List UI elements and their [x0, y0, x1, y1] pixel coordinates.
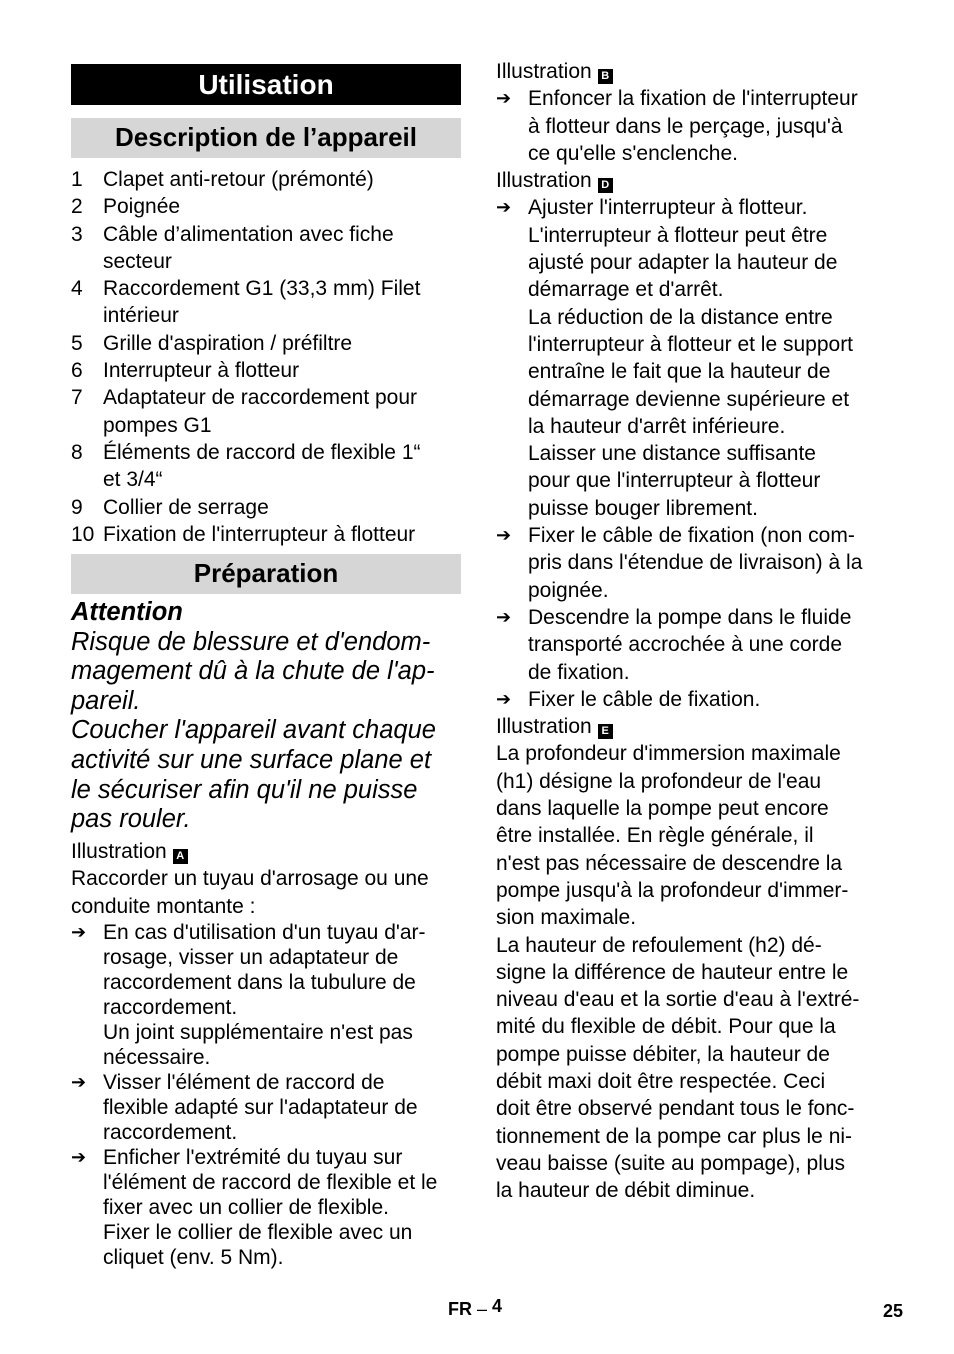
intro-text [71, 865, 466, 920]
text-line: le sécuriser afin qu'il ne puisse [71, 775, 418, 804]
illustration-b-label: Illustration B [496, 58, 896, 85]
text-line: transporté accrochée à une corde [528, 633, 843, 657]
parts-list-item [71, 439, 461, 494]
section-title-text: Utilisation [198, 68, 334, 100]
item-number: 3 [71, 222, 83, 246]
text-line: intérieur [103, 304, 179, 328]
instruction-text [528, 686, 896, 713]
instruction-step [496, 604, 896, 686]
parts-list-item [71, 494, 461, 521]
arrow-right-icon: ➔ [496, 688, 512, 709]
text-line: Descendre la pompe dans le fluide [528, 605, 852, 629]
text-line: et 3/4“ [103, 468, 163, 492]
text-line: secteur [103, 249, 172, 273]
text-line: signe la différence de hauteur entre le [496, 960, 849, 984]
text-line: Fixation de l'interrupteur à flotteur [103, 522, 416, 546]
text-line: l'interrupteur à flotteur et le support [528, 332, 854, 356]
text-line: Grille d'aspiration / préfiltre [103, 331, 353, 355]
parts-list-item [71, 193, 461, 220]
attention-box [71, 598, 466, 835]
parts-list-item [71, 521, 461, 548]
text-line: poignée. [528, 578, 609, 602]
attention-text [71, 628, 466, 835]
section-title [71, 64, 461, 105]
right-column [496, 58, 896, 1204]
instruction-text [528, 85, 896, 167]
text-line: Collier de serrage [103, 495, 269, 519]
arrow-right-icon: ➔ [496, 525, 512, 546]
parts-list-item [71, 384, 461, 439]
preparation-heading-text: Préparation [193, 558, 339, 589]
preparation-heading [71, 554, 461, 594]
item-number: 8 [71, 440, 83, 464]
arrow-right-icon: ➔ [496, 197, 512, 218]
text-line: débit maxi doit être respectée. Ceci [496, 1069, 826, 1093]
step-b [496, 85, 896, 167]
instruction-step [71, 1145, 466, 1270]
text-line: Raccordement G1 (33,3 mm) Filet [103, 277, 421, 301]
steps-d [496, 194, 896, 713]
text-line: Éléments de raccord de flexible 1“ [103, 440, 421, 464]
text-line: Adaptateur de raccordement pour [103, 386, 418, 410]
text-line: pareil. [71, 686, 141, 715]
arrow-right-icon: ➔ [71, 1071, 87, 1092]
instruction-text [103, 1070, 466, 1145]
text-line: raccordement. [103, 995, 238, 1019]
text-line: (h1) désigne la profondeur de l'eau [496, 769, 822, 793]
text-line: sion maximale. [496, 906, 637, 930]
item-number: 5 [71, 331, 83, 355]
text-line: pas rouler. [71, 805, 191, 834]
item-number: 9 [71, 495, 83, 519]
item-label [103, 439, 461, 494]
parts-list-item [71, 330, 461, 357]
text-line: être installée. En règle générale, il [496, 824, 814, 848]
text-line: Enfoncer la fixation de l'interrupteur [528, 87, 858, 111]
text-line: puisse bouger librement. [528, 496, 758, 520]
text-line: Fixer le collier de flexible avec un [103, 1220, 413, 1244]
item-label [103, 193, 461, 220]
text-line: ce qu'elle s'enclenche. [528, 141, 738, 165]
parts-list [71, 166, 461, 548]
illustration-d-badge: D [598, 178, 613, 193]
left-steps [71, 920, 466, 1270]
text-line: démarrage devienne supérieure et [528, 387, 850, 411]
footer-lang: FR – 4 [448, 1296, 503, 1319]
text-line: magement dû à la chute de l'ap- [71, 657, 435, 686]
arrow-right-icon: ➔ [71, 1146, 87, 1167]
text-line: Raccorder un tuyau d'arrosage ou une [71, 867, 429, 891]
item-label [103, 521, 461, 548]
text-line: conduite montante : [71, 894, 256, 918]
text-line: Câble d’alimentation avec fiche [103, 222, 394, 246]
item-label [103, 384, 461, 439]
text-line: activité sur une surface plane et [71, 745, 432, 774]
text-line: Un joint supplémentaire n'est pas [103, 1020, 413, 1044]
text-line: démarrage et d'arrêt. [528, 278, 724, 302]
text-line: raccordement. [103, 1120, 238, 1144]
instruction-text [103, 920, 466, 1070]
item-label [103, 494, 461, 521]
description-heading-text: Description de l’appareil [115, 122, 417, 153]
instruction-step [71, 920, 466, 1070]
illustration-e-badge: E [598, 724, 613, 739]
instruction-step [496, 194, 896, 522]
text-line: cliquet (env. 5 Nm). [103, 1245, 284, 1269]
item-label [103, 166, 461, 193]
illustration-a-badge: A [173, 849, 188, 864]
instruction-step [496, 686, 896, 713]
instruction-text [528, 522, 896, 604]
text-line: tionnement de la pompe car plus le ni- [496, 1124, 853, 1148]
instruction-text [528, 604, 896, 686]
illustration-e-label: Illustration E [496, 713, 896, 740]
text-line: mité du flexible de débit. Pour que la [496, 1015, 836, 1039]
text-line: Ajuster l'interrupteur à flotteur. [528, 196, 808, 220]
text-line: niveau d'eau et la sortie d'eau à l'extré- [496, 988, 860, 1012]
illustration-a-label: Illustration A [71, 838, 466, 865]
text-line: Poignée [103, 195, 181, 219]
item-number: 1 [71, 168, 83, 191]
left-illustration-block [71, 838, 466, 1270]
text-line: Enficher l'extrémité du tuyau sur [103, 1145, 403, 1169]
parts-list-item [71, 357, 461, 384]
text-line: La profondeur d'immersion maximale [496, 742, 841, 766]
text-line: La réduction de la distance entre [528, 305, 833, 329]
text-line: l'élément de raccord de flexible et le [103, 1170, 438, 1194]
text-line: à flotteur dans le perçage, jusqu'à [528, 114, 843, 138]
text-line: pour que l'interrupteur à flotteur [528, 469, 821, 493]
text-line: Coucher l'appareil avant chaque [71, 716, 436, 745]
item-label [103, 330, 461, 357]
text-line: pris dans l'étendue de livraison) à la [528, 551, 863, 575]
text-line: Fixer le câble de fixation. [528, 687, 761, 711]
illustration-b-badge: B [598, 69, 613, 84]
arrow-right-icon: ➔ [71, 921, 87, 942]
instruction-step [71, 1070, 466, 1145]
text-line: fixer avec un collier de flexible. [103, 1195, 389, 1219]
arrow-right-icon: ➔ [496, 606, 512, 627]
instruction-text [103, 1145, 466, 1270]
item-number: 6 [71, 359, 83, 383]
item-label [103, 221, 461, 276]
text-line: pompes G1 [103, 413, 212, 437]
text-line: nécessaire. [103, 1045, 211, 1069]
instruction-step [496, 522, 896, 604]
item-number: 10 [71, 522, 95, 546]
item-number: 7 [71, 386, 83, 410]
text-line: Fixer le câble de fixation (non com- [528, 524, 855, 548]
parts-list-item [71, 221, 461, 276]
parts-list-item [71, 166, 461, 193]
text-line: n'est pas nécessaire de descendre la [496, 851, 843, 875]
text-line: raccordement dans la tubulure de [103, 970, 416, 994]
text-line: entraîne le fait que la hauteur de [528, 360, 831, 384]
text-line: Laisser une distance suffisante [528, 442, 816, 466]
page-number: 25 [883, 1301, 904, 1321]
illustration-d-label: Illustration D [496, 167, 896, 194]
text-line: pompe puisse débiter, la hauteur de [496, 1042, 830, 1066]
text-line: veau baisse (suite au pompage), plus [496, 1151, 846, 1175]
paragraph-immersion [496, 740, 896, 931]
text-line: rosage, visser un adaptateur de [103, 945, 399, 969]
text-line: L'interrupteur à flotteur peut être [528, 223, 828, 247]
text-line: pompe jusqu'à la profondeur d'immer- [496, 878, 849, 902]
text-line: Risque de blessure et d'endom- [71, 627, 431, 656]
text-line: Interrupteur à flotteur [103, 359, 300, 383]
arrow-right-icon: ➔ [496, 88, 512, 109]
text-line: ajusté pour adapter la hauteur de [528, 251, 838, 275]
text-line: La hauteur de refoulement (h2) dé- [496, 933, 822, 957]
text-line: doit être observé pendant tous le fonc- [496, 1097, 855, 1121]
item-number: 4 [71, 277, 83, 301]
item-label [103, 275, 461, 330]
text-line: la hauteur d'arrêt inférieure. [528, 414, 786, 438]
instruction-text [528, 194, 896, 522]
parts-list-item [71, 275, 461, 330]
text-line: Visser l'élément de raccord de [103, 1070, 385, 1094]
description-heading [71, 118, 461, 158]
item-label [103, 357, 461, 384]
attention-title: Attention [71, 598, 183, 626]
text-line: dans laquelle la pompe peut encore [496, 797, 829, 821]
instruction-step [496, 85, 896, 167]
item-number: 2 [71, 195, 83, 219]
text-line: flexible adapté sur l'adaptateur de [103, 1095, 418, 1119]
text-line: de fixation. [528, 660, 630, 684]
text-line: En cas d'utilisation d'un tuyau d'ar- [103, 920, 426, 944]
text-line: la hauteur de débit diminue. [496, 1179, 756, 1203]
paragraph-delivery-height [496, 932, 896, 1205]
text-line: Clapet anti-retour (prémonté) [103, 168, 374, 191]
